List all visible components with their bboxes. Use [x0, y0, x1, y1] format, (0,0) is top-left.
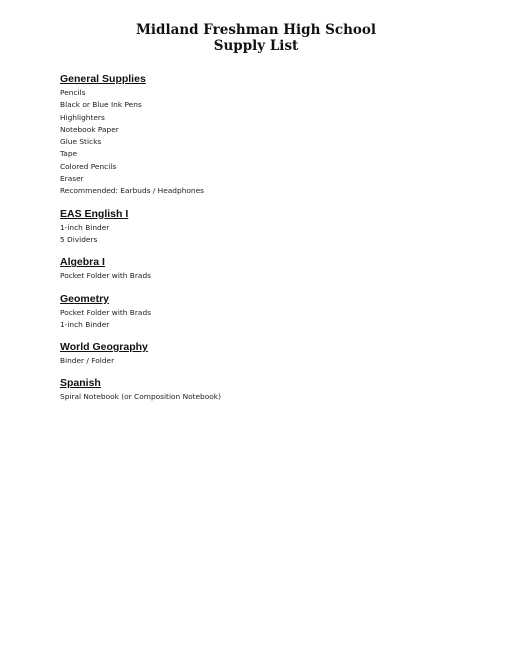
list-item: Colored Pencils	[60, 161, 117, 171]
item-list	[60, 270, 480, 282]
list-item: Glue Sticks	[60, 137, 102, 147]
document-subtitle: Supply List	[213, 38, 299, 54]
list-item: Tape	[60, 149, 78, 159]
list-item: 1-inch Binder	[60, 319, 110, 329]
item-list	[60, 355, 480, 367]
list-item: Pocket Folder with Brads	[60, 307, 151, 317]
list-item: Black or Blue Ink Pens	[60, 100, 142, 110]
section-geometry	[60, 293, 480, 332]
section-heading: World Geography	[60, 341, 148, 354]
document-title: Midland Freshman High School	[135, 22, 377, 38]
list-item: Pencils	[60, 88, 86, 97]
list-item: Spiral Notebook (or Composition Notebook)	[60, 392, 221, 402]
section-heading: General Supplies	[60, 73, 146, 85]
section-heading: EAS English I	[60, 207, 129, 220]
section-heading: Geometry	[60, 292, 110, 305]
list-item: 1-inch Binder	[60, 222, 110, 232]
item-list	[60, 307, 480, 332]
section-algebra	[60, 256, 480, 282]
list-item: Notebook Paper	[60, 124, 119, 134]
list-item: Pocket Folder with Brads	[60, 271, 151, 281]
supply-list	[60, 73, 480, 414]
item-list	[60, 222, 480, 247]
list-item: 5 Dividers	[60, 234, 98, 244]
list-item: Eraser	[60, 174, 84, 184]
section-world-geography	[60, 341, 480, 367]
section-heading: Spanish	[60, 377, 101, 390]
section-spanish	[60, 377, 480, 403]
list-item: Binder / Folder	[60, 356, 115, 366]
section-heading: Algebra I	[60, 256, 105, 269]
section-eas-english	[60, 208, 480, 247]
list-item: Highlighters	[60, 112, 105, 122]
list-item: Recommended: Earbuds / Headphones	[60, 186, 204, 196]
item-list	[60, 87, 480, 198]
item-list	[60, 391, 480, 403]
section-general-supplies	[60, 73, 480, 198]
